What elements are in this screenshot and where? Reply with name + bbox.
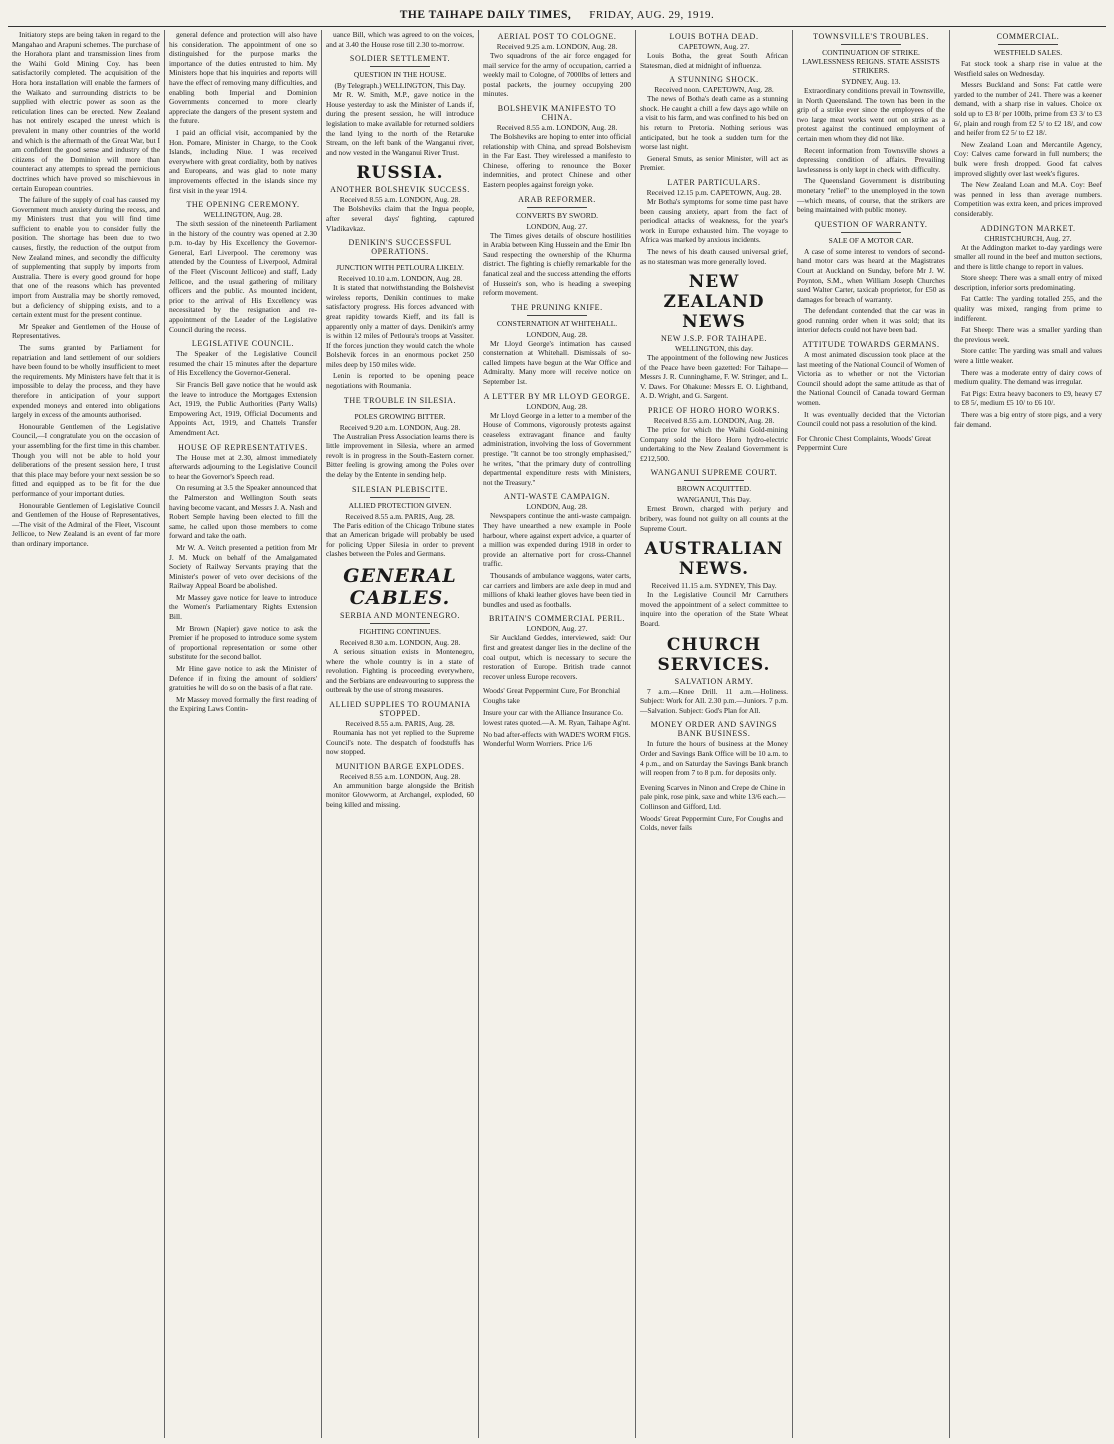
masthead-date: FRIDAY, AUG. 29, 1919. [589, 9, 715, 21]
article-paragraph: Mr Botha's symptoms for some time past have been causing anxiety, apart from the fact of periodical attacks of weakness, for the year's work in Europe exhausted him. The voyage to Africa was marked by anxious incidents. [640, 196, 788, 245]
article-paragraph: Two squadrons of the air force engaged for mail service for the army of occupation, carried a weekly mail to Cologne, of 7000lbs of letters and postal packets, the journey occupying 200 minutes. [483, 51, 631, 99]
article-headline: NEW J.S.P. FOR TAIHAPE. [661, 334, 767, 344]
column-6 [793, 30, 950, 1438]
article-paragraph: The sixth session of the nineteenth Parliament in the history of the country was opened at 2.30 p.m. to-day by His Excellency the Governor-General, Earl Liverpool. The ceremony was attended by the Countess of Liverpool, Admiral of the Fleet (Viscount Jellicoe) and staff, Lady Jellicoe, and the usual gathering of military officers and the public. As mounted incident, prior to the arrival of His Excellency was necessitated by the resignation and re-appointment of the Leader of the Legislative Council during the recess. [169, 219, 317, 334]
article [640, 272, 788, 401]
section-banner: RUSSIA. [356, 163, 444, 184]
article-paragraph: An ammunition barge alongside the British monitor Glowworm, at Archangel, exploded, 60 being killed and missing. [326, 780, 474, 809]
article-paragraph: Sir Francis Bell gave notice that he would ask the leave to introduce the Mortgages Extension Act, 1919, the Public Authorities (Party Walls) Empowering Act, 1919, Official Documents and Appoints Act, 1919, and Chattels Transfer Amendment Act. [169, 380, 317, 437]
article-paragraph: The news of his death caused universal grief, as no statesman was more generally loved. [640, 246, 788, 266]
article [797, 220, 945, 335]
article-headline: A LETTER BY MR LLOYD GEORGE. [483, 391, 631, 401]
article-subheadline: BROWN ACQUITTED. [676, 484, 752, 494]
article [954, 224, 1102, 430]
article-paragraph: There was a moderate entry of dairy cows of medium quality. The demand was irregular. [954, 367, 1102, 387]
article-dateline: SYDNEY, Aug. 13. [841, 77, 901, 86]
article-headline: BOLSHEVIK MANIFESTO TO CHINA. [497, 103, 617, 122]
article [483, 614, 631, 681]
article-dateline: LONDON, Aug. 28. [526, 329, 588, 339]
article-headline: ANTI-WASTE CAMPAIGN. [503, 492, 611, 502]
article-paragraph: Initiatory steps are being taken in regard to the Mangahao and Arapuni schemes. The purchase of the Horahora plant and transmission lines from the Waihi Gold Mining Coy. has been satisfactorily completed. The acquisition of the Hora hora installation will enable the farmers of the Waikato and surrounding districts to be supplied with electric power as soon as the reticulation lines can be erected. New Zealand has not entirely escaped the unrest which is prevalent in many other countries of the world and which is the aftermath of the Great War, but I am confident the good sense and industry of the citizens of the Dominion will more than counteract any attempts to spread the pernicious doctrines which have proved so mischievous in certain European countries. [12, 30, 160, 193]
article-paragraph: Lenin is reported to be opening peace negotiations with Roumania. [326, 371, 474, 391]
article-dateline: LONDON, Aug. 27. [526, 624, 588, 634]
article-subheadline: ALLIED PROTECTION GIVEN. [348, 500, 452, 510]
article [640, 783, 788, 833]
article-paragraph: The Australian Press Association learns there is little improvement in Silesia, where an armed revolt is in progress in the South-Eastern corner. Bitter feeling is growing among the Poles over the delay by the Entente in sending help. [326, 431, 474, 480]
article [797, 32, 945, 215]
column-3 [322, 30, 479, 1438]
article-paragraph: The appointment of the following new Justices of the Peace have been gazetted: For Taihape—Messrs J. R. Cunninghame, F. W. Stringer, and L. V. Daws. For Ohakune: Messrs E. O. Lightband, A. D. Wright, and G. Sargent. [640, 353, 788, 401]
article-paragraph: The Paris edition of the Chicago Tribune states that an American brigade will probably be used for policing Upper Silesia in order to prevent clashes between the Poles and Germans. [326, 520, 474, 559]
section-banner: AUSTRALIAN NEWS. [644, 539, 784, 580]
article-paragraph: Fat stock took a sharp rise in value at the Westfield sales on Wednesday. [954, 59, 1102, 78]
article-headline: ALLIED SUPPLIES TO ROUMANIA STOPPED. [329, 699, 471, 718]
article-subheadline: QUESTION IN THE HOUSE. [353, 70, 447, 80]
article-headline: THE OPENING CEREMONY. [186, 200, 300, 210]
article [12, 30, 160, 548]
article-paragraph: Messrs Buckland and Sons: Fat cattle were yarded to the number of 241. There was a keener demand, with a sharp rise in values. Choice ox sold up to £3 8/ per 100lb, prime from £3 3/ to £3 6/, plain and rough from £2 5/ to £2 18/, and cow and heifer from £2 5/ to £2 18/. [954, 80, 1102, 138]
article [640, 539, 788, 628]
article [483, 303, 631, 387]
article-subheadline: FIGHTING CONTINUES. [359, 627, 441, 636]
article-paragraph: It is stated that notwithstanding the Bolshevist wireless reports, Denikin continues to make satisfactory progress. His forces advanced with great rapidity towards Kieff, and its fall is apparently only a matter of days. Denikin's army is within 12 miles of Petloura's troops at Vassiter. If the forces junction they would catch the whole Bolshevik forces in an enormous pocket 250 miles deep by 150 miles wide. [326, 283, 474, 369]
headline-rule [841, 44, 900, 45]
article-paragraph: Mr Lloyd George in a letter to a member of the House of Commons, vigorously protests against ceaseless extravagant finance and faulty administration, involving the loss of Government prestige. "It cannot be too strongly emphasised," he writes, "that the primary duty of controlling departmental expenditure rests with Ministers, not the Treasury." [483, 410, 631, 487]
article-paragraph: Louis Botha, the great South African Statesman, died at midnight of influenza. [640, 51, 788, 70]
article [326, 163, 474, 233]
article-paragraph: The news of Botha's death came as a stunning shock. He caught a chill a few days ago while on a visit to his farm, and was confined to his bed on his return to Pretoria. Nothing serious was anticipated, but he took a sudden turn for the worse last night. [640, 94, 788, 152]
article-dateline: Received 8.55 a.m. LONDON, Aug. 28. [653, 416, 775, 426]
article-headline: A STUNNING SHOCK. [669, 75, 759, 85]
article [483, 32, 631, 99]
article-dateline: WELLINGTON, this day. [674, 344, 754, 354]
article-dateline: Received 9.20 a.m. LONDON, Aug. 28. [339, 422, 461, 432]
article-paragraph: The price for which the Waihi Gold-mining Company sold the Horo Horo hydro-electric undertaking to the New Zealand Government is £212,500. [640, 425, 788, 463]
article-headline: BRITAIN'S COMMERCIAL PERIL. [488, 614, 626, 624]
article-dateline: Received 8.55 a.m. LONDON, Aug. 28. [339, 771, 461, 781]
article-paragraph: Mr Brown (Napier) gave notice to ask the Premier if he proposed to introduce some system of proportional representation or some other substitute for the second ballot. [169, 623, 317, 662]
article-headline: MUNITION BARGE EXPLODES. [335, 761, 465, 771]
article [169, 443, 317, 714]
article-paragraph: Mr Speaker and Gentlemen of the House of Representatives. [12, 321, 160, 341]
article-headline: TOWNSVILLE'S TROUBLES. [813, 32, 929, 41]
article-headline: SALVATION ARMY. [674, 676, 754, 686]
article [640, 178, 788, 266]
article-paragraph: uance Bill, which was agreed to on the voices, and at 3.40 the House rose till 2.30 to-morrow. [326, 30, 474, 49]
article-paragraph: Mr Massey moved formally the first reading of the Expiring Laws Contin- [169, 694, 317, 714]
article-paragraph: The Bolsheviks claim that the Ingua people, after several days' fighting, captured Vladikavkaz. [326, 204, 474, 233]
article-subheadline: JUNCTION WITH PETLOURA LIKELY. [336, 263, 464, 273]
article-paragraph: Roumania has not yet replied to the Supreme Council's note. The despatch of foodstuffs has now stopped. [326, 727, 474, 757]
advertisement: Woods' Great Peppermint Cure, For Coughs and Colds, never fails [640, 813, 783, 833]
advertisement: Evening Scarves in Ninon and Crepe de Chine in pale pink, rose pink, saxe and white 13/6 each.—Collinson and Gifford, Ltd. [640, 782, 786, 811]
article-headline: THE PRUNING KNIFE. [511, 302, 603, 312]
article-headline: ANOTHER BOLSHEVIK SUCCESS. [330, 185, 470, 195]
headline-rule [370, 623, 429, 624]
article-paragraph: Sir Auckland Geddes, interviewed, said: Our first and greatest danger lies in the decline of the coal output, which is necessary to secure the restoration of Europe. British trade cannot recover unless Europe recovers. [483, 633, 631, 681]
article-paragraph: In the Legislative Council Mr Carruthers moved the appointment of a select committee to inquire into the operation of the State Wheat Board. [640, 590, 788, 628]
article [483, 195, 631, 298]
article-subheadline: WESTFIELD SALES. [993, 48, 1063, 57]
article-headline: QUESTION OF WARRANTY. [814, 219, 928, 229]
article [640, 635, 788, 716]
article-paragraph: On resuming at 3.5 the Speaker announced that the Palmerston and Wellington South seats having become vacant, and Messrs J. A. Nash and Robert Semple having been elected to fill the same, he called upon those members to come forward and take the oath. [169, 483, 317, 541]
article [483, 104, 631, 190]
article-subheadline: CONVERTS BY SWORD. [516, 210, 598, 220]
article-paragraph: Mr Hine gave notice to ask the Minister of Defence if in fixing the amount of soldiers' gratuities he will do so on the basis of a flat rate. [169, 664, 317, 693]
masthead [8, 4, 1106, 27]
article-paragraph: Thousands of ambulance waggons, water carts, car carriers and limbers are axle deep in mud and millions of khaki leather gloves have been tied in bundles and used as footballs. [483, 570, 631, 609]
article [483, 492, 631, 609]
article [169, 200, 317, 334]
article-paragraph: A most animated discussion took place at the last meeting of the National Council of Women of Victoria as to whether or not the Victorian Council should adopt the same attitude as that of the National Council of Canada toward German women. [797, 350, 945, 408]
advertisement: Woods' Great Peppermint Cure, For Bronchial Coughs take [483, 686, 621, 705]
article-paragraph: The Queensland Government is distributing monetary "relief" to the unemployed in the town—which means, of course, that the strikers are being maintained with public money. [797, 176, 945, 215]
article-paragraph: The Speaker of the Legislative Council resumed the chair 15 minutes after the departure of His Excellency the Governor-General. [169, 349, 317, 378]
masthead-title: THE TAIHAPE DAILY TIMES, [399, 9, 572, 21]
headline-rule [370, 66, 429, 67]
section-banner: CHURCH SERVICES. [657, 634, 771, 675]
article-paragraph: A case of some interest to vendors of second-hand motor cars was heard at the Magistrates Court at Auckland on Sunday, before Mr J. W. Poynton, S.M., when William Joseph Churches sued Walter Carter, taxicab proprietor, for £50 as damages for breach of warranty. [797, 246, 945, 304]
article [483, 392, 631, 488]
article-paragraph: Store sheep: There was a small entry of mixed description, inferior sorts predominating. [954, 273, 1102, 292]
article [326, 485, 474, 559]
advertisement: For Chronic Chest Complaints, Woods' Great Peppermint Cure [797, 433, 932, 453]
article-dateline: LONDON, Aug. 28. [526, 401, 588, 411]
headline-rule [841, 232, 900, 233]
article-headline: MONEY ORDER AND SAVINGS BANK BUSINESS. [650, 720, 778, 739]
article-headline: LOUIS BOTHA DEAD. [669, 32, 759, 41]
article-paragraph: In future the hours of business at the Money Order and Savings Bank Office will be 10 a.m. to 4 p.m., and on Saturday the Savings Bank branch will reopen from 7 to 8 p.m. for deposits only. [640, 739, 788, 778]
article [483, 686, 631, 748]
article [954, 32, 1102, 219]
article-dateline: Received 8.55 a.m. PARIS, Aug. 28. [345, 718, 455, 728]
article [326, 238, 474, 391]
article [797, 340, 945, 429]
article-paragraph: Fat Pigs: Extra heavy baconers to £9, heavy £7 to £8 5/, medium £5 10/ to £6 10/. [954, 388, 1102, 408]
article [169, 339, 317, 437]
headline-rule [370, 408, 429, 409]
article-headline: DENIKIN'S SUCCESSFUL OPERATIONS. [348, 238, 452, 257]
article-paragraph: Ernest Brown, charged with perjury and bribery, was found not guilty on all counts at the Supreme Court. [640, 504, 788, 533]
column-4 [479, 30, 636, 1438]
article-paragraph: Extraordinary conditions prevail in Townsville, in North Queensland. The town has been in the grip of a strike ever since the employees of the two large meat works went out on strike as a protest against the continued employment of certain men whom they did not like. [797, 86, 945, 143]
article-paragraph: The New Zealand Loan and M.A. Coy: Beef was penned in less than average numbers. Competition was extra keen, and prices improved considerably. [954, 180, 1102, 218]
article-subheadline: POLES GROWING BITTER. [354, 411, 446, 421]
article-dateline: Received 9.25 a.m. LONDON, Aug. 28. [496, 42, 618, 51]
article-dateline: Received 8.55 a.m. PARIS, Aug. 28. [345, 511, 455, 521]
headline-rule [370, 497, 429, 498]
article [640, 720, 788, 777]
article-dateline: Received 8.55 a.m. LONDON, Aug. 28. [496, 122, 618, 132]
article-paragraph: The Bolsheviks are hoping to enter into official relationship with China, and spread Bolshevism in the Far East. They wirelessed a manifesto to Chinese, offering to renounce the Boxer indemnities, and protect Chinese and other Eastern peoples against foreign yoke. [483, 131, 631, 189]
article-dateline: LONDON, Aug. 28. [526, 502, 588, 512]
column-5 [636, 30, 793, 1438]
article-dateline: Received 10.10 a.m. LONDON, Aug. 28. [337, 274, 463, 284]
article-headline: ATTITUDE TOWARDS GERMANS. [802, 340, 940, 350]
article-headline: LATER PARTICULARS. [667, 177, 761, 187]
article-paragraph: At the Addington market to-day yardings were smaller all round in the beef and mutton sections, and there is little change to report in values. [954, 242, 1102, 271]
article [640, 468, 788, 533]
headline-rule [684, 480, 743, 481]
article-paragraph: Honourable Gentlemen of Legislative Council and Gentlemen of the House of Representatives,—The visit of the Admiral of the Fleet, Viscount Jellicoe, to New Zealand is an event of far more than ordinary importance. [12, 500, 160, 548]
column-7 [950, 30, 1106, 1438]
article-paragraph: The House met at 2.30, almost immediately afterwards adjourning to the Legislative Council to hear the Governor's Speech read. [169, 452, 317, 481]
article-headline: LEGISLATIVE COUNCIL. [191, 339, 295, 349]
article-dateline: Received 12.15 p.m. CAPETOWN, Aug. 28. [646, 187, 782, 197]
article-paragraph: Honourable Gentlemen of the Legislative Council,—I congratulate you on the occasion of your assembling for the first time in this chamber. Though you will not be able to hold your deliberations of the present session here, I trust that this place may before your next session be so fitted and equipped as to be fit for the due performance of your important duties. [12, 421, 160, 498]
article-paragraph: Mr Lloyd George's intimation has caused consternation at Whitehall. Dismissals of so-called limpets have begun at the War Office and Admiralty. Many more will receive notice on September 1st. [483, 338, 631, 387]
article-paragraph: New Zealand Loan and Mercantile Agency, Coy: Calves came forward in full numbers; the bulk were fresh dropped. Good fat calves improved slightly over last week's figures. [954, 139, 1102, 178]
article-paragraph: Mr Massey gave notice for leave to introduce the Women's Parliamentary Rights Extension Bill. [169, 592, 317, 622]
column-2 [165, 30, 322, 1438]
article-dateline: Received 11.15 a.m. SYDNEY, This Day. [651, 581, 777, 591]
article-paragraph: Store cattle: The yarding was small and values were a little weaker. [954, 346, 1102, 366]
article [326, 54, 474, 157]
article-paragraph: 7 a.m.—Knee Drill. 11 a.m.—Holiness. Subject: Work for All. 2.30 p.m.—Juniors. 7 p.m.—Salvation. Subject: God's Plan for All. [640, 686, 788, 715]
article-paragraph: Recent information from Townsville shows a depressing condition of affairs. Prevailing lawlessness is only kept in check with difficulty. [797, 145, 945, 174]
article-headline: SILESIAN PLEBISCITE. [352, 484, 448, 494]
article-paragraph: Fat Cattle: The yarding totalled 255, and the quality was mixed, ranging from prime to indifferent. [954, 294, 1102, 323]
article-dateline: CAPETOWN, Aug. 27. [678, 42, 750, 51]
column-1 [8, 30, 165, 1438]
headline-rule [370, 259, 429, 260]
article [326, 396, 474, 480]
article-headline: HOUSE OF REPRESENTATIVES. [178, 442, 308, 452]
article-paragraph: There was a big entry of store pigs, and a very fair demand. [954, 410, 1102, 429]
article [640, 406, 788, 463]
article [640, 75, 788, 173]
article-paragraph: Fat Sheep: There was a smaller yarding than the previous week. [954, 325, 1102, 344]
article-headline: AERIAL POST TO COLOGNE. [497, 32, 617, 41]
article-columns [8, 30, 1106, 1438]
article-headline: PRICE OF HORO HORO WORKS. [648, 406, 780, 416]
article-paragraph: General Smuts, as senior Minister, will act as Premier. [640, 153, 788, 173]
article-paragraph: The Times gives details of obscure hostilities in Arabia between King Hussein and the Emir Ibn Saud respecting the ownership of the Khurma district. The fighting is chiefly remarkable for the fanatical zeal and the success attending the efforts of Hussein's son, who is heading a sweeping reform movement. [483, 230, 631, 298]
headline-rule [998, 44, 1057, 45]
article-paragraph: general defence and protection will also have his consideration. The appointment of one so distinguished for the purpose marks the importance of the duties entrusted to him. My Ministers hope that his inquiries and reports will have the effect of removing many difficulties, and enabling both Imperial and Dominion Governments concerned to more clearly appreciate the dangers of the present system and the future. [169, 30, 317, 126]
headline-rule [527, 207, 586, 208]
article-dateline: Received noon. CAPETOWN, Aug. 28. [654, 85, 774, 95]
article [169, 30, 317, 195]
article-headline: WANGANUI SUPREME COURT. [650, 468, 778, 478]
article-dateline: Received 8.55 a.m. LONDON, Aug. 28. [339, 195, 461, 205]
article-dateline: CHRISTCHURCH, Aug. 27. [984, 233, 1072, 243]
article-paragraph: A serious situation exists in Montenegro, where the whole country is in a state of revolution. Fighting is proceeding everywhere, and the Serbians are endeavouring to suppress the outbreak by the use of strong measures. [326, 647, 474, 695]
article-dateline: (By Telegraph.) WELLINGTON, This Day. [334, 81, 466, 91]
article-subheadline: CONSTERNATION AT WHITEHALL. [496, 318, 618, 328]
section-banner: GENERAL CABLES. [343, 565, 457, 609]
article-subheadline: CONTINUATION OF STRIKE. LAWLESSNESS REIGNS. STATE ASSISTS STRIKERS. [802, 48, 940, 75]
article-dateline: WELLINGTON, Aug. 28. [203, 210, 283, 220]
article [797, 434, 945, 453]
advertisement: No bad after-effects with WADE'S WORM FIGS. Wonderful Worm Worriers. Price 1/6 [483, 729, 631, 749]
article-subheadline: SALE OF A MOTOR CAR. [828, 235, 914, 245]
article-headline: SOLDIER SETTLEMENT. [349, 54, 451, 64]
article-paragraph: Mr W. A. Veitch presented a petition from Mr J. M. Muck on behalf of the Amalgamated Society of Railway Servants praying that the Minister's power of veto over decisions of the Railway Appeal Board be abolished. [169, 542, 317, 591]
article-paragraph: It was eventually decided that the Victorian Council could not pass a resolution of the kind. [797, 409, 945, 429]
article [326, 762, 474, 810]
article-headline: THE TROUBLE IN SILESIA. [343, 395, 457, 405]
article-paragraph: Newspapers continue the anti-waste campaign. They have unearthed a new example in Poole harbour, where against expert advice, a quarter of a million was expended during 1918 in order to provide an alternative port for cross-Channel traffic. [483, 511, 631, 569]
article-headline: COMMERCIAL. [996, 32, 1060, 41]
article-headline: ARAB REFORMER. [518, 194, 596, 204]
article-dateline: Received 8.30 a.m. LONDON, Aug. 28. [339, 638, 461, 647]
article [640, 32, 788, 70]
article [326, 565, 474, 695]
article-paragraph: Mr R. W. Smith, M.P., gave notice in the House yesterday to ask the Minister of Lands if, during the present session, he will introduce legislation to make available for returned soldiers the land lying to the north of the Retaruke Stream, on the left bank of the Wanganui river, and now vested in the Wanganui River Trust. [326, 90, 474, 157]
article-paragraph: I paid an official visit, accompanied by the Hon. Pomare, Minister in Charge, to the Cook Islands, including Niue. I was received everywhere with great cordiality, both by natives and Europeans, and was glad to note many improvements effected in the islands since my first visit in the year 1914. [169, 127, 317, 195]
article [326, 30, 474, 49]
article-paragraph: The sums granted by Parliament for repatriation and land settlement of our soldiers have been found to be wholly insufficient to meet the requirements. My Ministers have felt that it is impossible to delay the process, and they have therefore in anticipation of your support expended moneys and entered into obligations largely in excess of the amounts authorised. [12, 343, 160, 420]
article-dateline: LONDON, Aug. 27. [526, 221, 588, 231]
article [326, 700, 474, 757]
article-paragraph: The defendant contended that the car was in good running order when it was sold; that its interior defects could not have been bad. [797, 306, 945, 335]
section-banner: NEW ZEALAND NEWS [663, 272, 765, 333]
article-headline: ADDINGTON MARKET. [980, 223, 1076, 233]
article-dateline: WANGANUI, This Day. [677, 495, 751, 505]
article-headline: SERBIA AND MONTENEGRO. [339, 611, 461, 620]
article-paragraph: The failure of the supply of coal has caused my Government much anxiety during the recess, and my Ministers trust that you will find time sufficient to enable you to consider fully the position. The shortage has been due to two causes, firstly, the reduction of the output from New Zealand mines, and secondly the difficulty of supplementing that supply by imports from Australia. There is every good ground for hope that one of the reasons which has prevented import from Australia may be shortly removed, but a deficiency of shipping exists, and to a certain extent must for the present continue. [12, 195, 160, 320]
headline-rule [527, 315, 586, 316]
advertisement: Insure your car with the Alliance Insurance Co. lowest rates quoted.—A. M. Ryan, Taihape Ag'nt. [483, 708, 631, 727]
